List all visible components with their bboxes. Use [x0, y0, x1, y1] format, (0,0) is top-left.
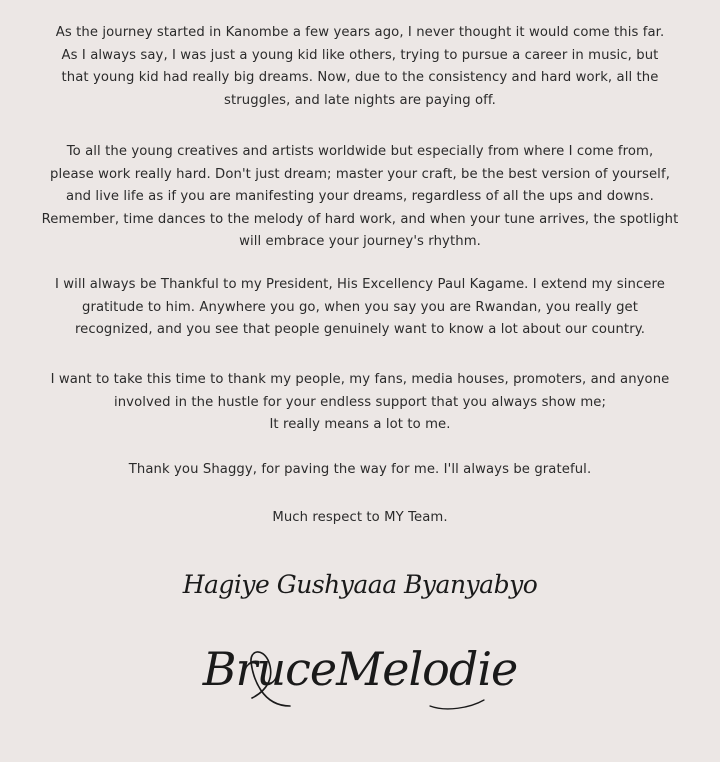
handwritten-signature: BruceMelodie — [202, 642, 518, 696]
paragraph-thanks: I want to take this time to thank my people, my fans, media houses, promoters, and anyone involved in the hustle for your endless support that you always show me; It really means a lot to me. — [50, 372, 670, 433]
paragraph-journey: As the journey started in Kanombe a few years ago, I never thought it would come this far. As I always say, I was just a young kid like others, trying to pursue a career in music, but that young kid had really big dreams. Now, due to the consistency and hard work, all the struggles, and late nights are paying off. — [55, 25, 665, 108]
paragraph-shaggy: Thank you Shaggy, for paving the way for me. I'll always be grateful. — [128, 462, 592, 477]
paragraph-team: Much respect to MY Team. — [272, 510, 448, 525]
paragraph-president: I will always be Thankful to my President, His Excellency Paul Kagame. I extend my sincere gratitude to him. Anywhere you go, when you say you are Rwandan, you really get recognized, and you see that people genuinely want to know a lot about our country. — [55, 277, 665, 338]
handwritten-full-name: Hagiye Gushyaaa Byanyabyo — [182, 570, 538, 599]
paragraph-young-creatives: To all the young creatives and artists worldwide but especially from where I come from, please work really hard. Don't just dream; master your craft, be the best version of yourself, and live life as if you are manifesting your dreams, regardless of all the ups and downs. Remember, time dances to the melody of hard work, and when your tune arrives, the spotlight will embrace your journey's rhythm. — [41, 144, 679, 250]
